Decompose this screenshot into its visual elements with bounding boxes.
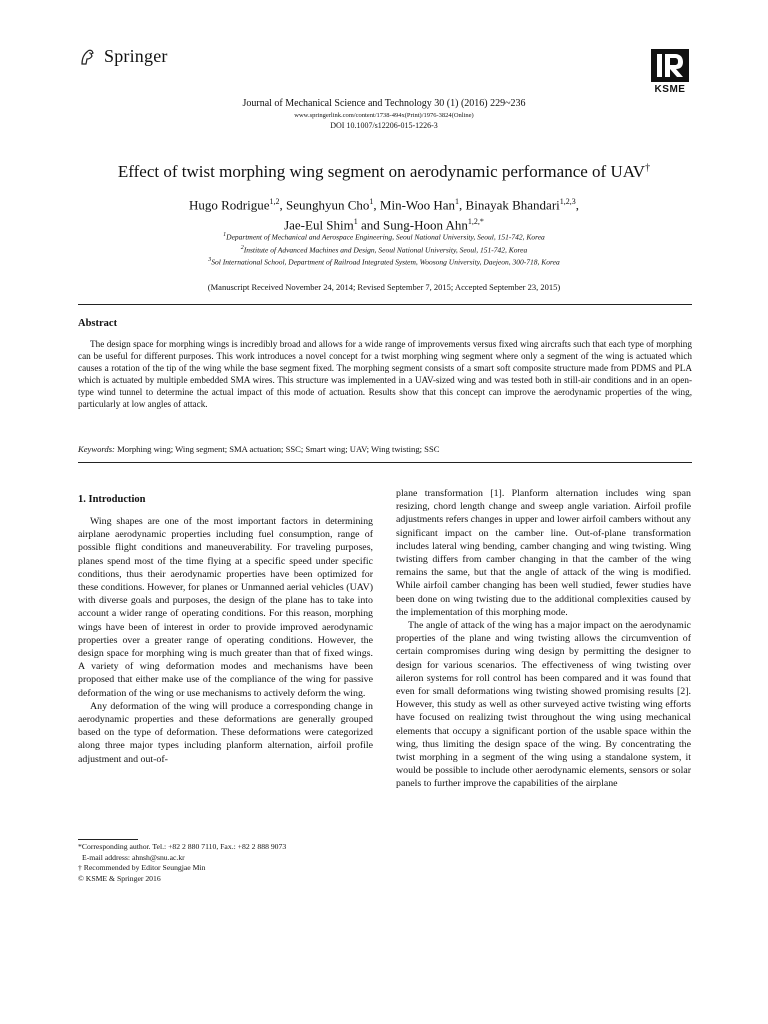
paper-title-text: Effect of twist morphing wing segment on aerodynamic performance of UAV: [117, 162, 646, 181]
author-separator: ,: [373, 197, 380, 213]
abstract-heading: Abstract: [78, 318, 118, 329]
affiliation-text: Institute of Advanced Machines and Design, Seoul National University, Seoul, 151-742, Korea: [243, 245, 528, 254]
affiliation-text: Department of Mechanical and Aerospace Engineering, Seoul National University, Seoul, 151-742, Korea: [226, 232, 545, 242]
author-name: Seunghyun Cho: [285, 197, 370, 213]
author-affiliation-mark: 1: [369, 197, 374, 206]
ksme-label: KSME: [654, 84, 686, 95]
ksme-emblem-icon: [651, 49, 689, 82]
author-separator: ,: [575, 197, 580, 213]
footnote-copyright: © KSME & Springer 2016: [78, 873, 161, 883]
affiliation: [0, 255, 768, 268]
affiliation-text: Sol International School, Department of Railroad Integrated System, Woosong University, Daejeon, 300-718, Korea: [211, 257, 560, 267]
author-affiliation-mark: 1: [353, 217, 358, 227]
publisher-name: Springer: [104, 46, 168, 66]
keywords: [78, 444, 692, 454]
affiliation-number: 1: [223, 232, 227, 238]
top-divider: [78, 304, 692, 305]
title-footnote-mark: †: [645, 162, 651, 174]
keywords-text: Morphing wing; Wing segment; SMA actuation; SSC; Smart wing; UAV; Wing twisting; SSC: [117, 444, 440, 454]
journal-citation: Journal of Mechanical Science and Technology 30 (1) (2016) 229~236: [242, 98, 526, 109]
affiliation: [0, 243, 768, 256]
abstract-text: The design space for morphing wings is incredibly broad and allows for a wide range of improvements versus fixed wing aircrafts such that each type of morphing can be useful for different purposes. This work introduces a novel concept for a twist morphing wing segment where only a segment of the wing is actuated which causes a rotation of the tip of the wing while the base segment fixed. The morphing segment consists of a smart soft composite structure made from PDMS and PLA which is actuated by multiple embedded SMA wires. This structure was implemented in a UAV-sized wing and was tested both in still-air conditions and in an open-type wind tunnel to determine the actual impact of this mode of actuation. Results show that this concept can improve the aerodynamic properties of the wing, particularly at low angles of attack.: [78, 339, 692, 409]
authors: [0, 193, 768, 234]
section-heading-introduction: 1. Introduction: [78, 494, 146, 505]
abstract-body: [78, 338, 692, 410]
footnote-divider: [78, 839, 138, 840]
affiliation: [0, 230, 768, 243]
body-paragraph: The angle of attack of the wing has a major impact on the aerodynamic properties of the plane and wing twisting allows the circumvention of certain compromises during wing design by permitting the designer to design for various scenarios. The effectiveness of wing twisting over aileron systems for roll control has been compared and it was found that even for small deformations wing twisting showed promising results [2]. However, this study as well as other surveyed active twisting wing efforts have focused on realizing twist throughout the wing using mechanical elements that occupy a significant portion of the usable space within the wing, thus limiting the design space of the wing. By concentrating the twist morphing in a segment of the wing using a standalone system, it would be possible to include other aerodynamic elements, sensors or solar panels to further improve the capabilities of the airplane: [396, 620, 691, 790]
journal-urls[interactable]: www.springerlink.com/content/1738-494x(Print)/1976-3824(Online): [294, 112, 474, 119]
author-affiliation-mark: 1,2,3: [559, 197, 576, 206]
body-paragraph: Any deformation of the wing will produce a corresponding change in aerodynamic properties and these deformations are generally grouped based on the type of deformation. These deformations were categorized along three major types including planform alternation, airfoil profile adjustment and out-of-: [78, 700, 373, 765]
affiliation-number: 3: [208, 257, 212, 263]
body-paragraph: plane transformation [1]. Planform alternation includes wing span resizing, chord length change and sweep angle variation. Airfoil profile adjustments refers changes in upper and lower airfoil cambers without any significant impact on the camber line. Out-of-plane transformation includes lateral wing bending, camber changing and wing twisting. Wing twisting differs from camber changing in that the camber of the wing remains the same, but that the angle of attack of the wing is modified. While airfoil camber changing has been well studied, fewer studies have been done on wing twisting due to the additional complexities caused by the implementation of this morphing mode.: [396, 488, 691, 618]
author-separator: ,: [459, 197, 466, 213]
affiliation-number: 2: [240, 244, 244, 251]
doi[interactable]: DOI 10.1007/s12206-015-1226-3: [330, 121, 438, 130]
springer-logo: [78, 46, 168, 67]
author-name: Hugo Rodrigue: [188, 197, 270, 213]
left-column: [78, 515, 373, 766]
affiliations: [0, 230, 768, 268]
footnote-email[interactable]: E-mail address: ahnsh@snu.ac.kr: [82, 852, 185, 862]
author-name: Min-Woo Han: [379, 197, 456, 213]
springer-horse-icon: [78, 47, 98, 67]
abstract-divider: [78, 462, 692, 463]
author-affiliation-mark: 1,2,*: [467, 217, 484, 227]
manuscript-dates: (Manuscript Received November 24, 2014; Revised September 7, 2015; Accepted September 23, 2015): [207, 282, 561, 292]
ksme-logo: [651, 49, 689, 95]
keywords-label: Keywords:: [78, 444, 115, 454]
author-separator: ,: [279, 197, 286, 213]
footnote-corresponding: *Corresponding author. Tel.: +82 2 880 7110, Fax.: +82 2 888 9073: [78, 842, 287, 851]
author-name: Jae-Eul Shim: [284, 217, 354, 233]
footnote-editor: † Recommended by Editor Seungjae Min: [78, 863, 206, 872]
author-affiliation-mark: 1: [455, 197, 460, 206]
author-affiliation-mark: 1,2: [269, 197, 280, 206]
body-paragraph: Wing shapes are one of the most important factors in determining airplane aerodynamic properties including fuel consumption, range of possible flight conditions and maneuverability. For traveling purposes, planes spend most of the time flying at a specific speed under specific conditions, thus their aerodynamic properties have been optimized for these conditions. However, for planes or Unmanned aerial vehicles (UAV) with diverse goals and purposes, the design of the plane has to take into account a wider range of operating conditions. For this reason, morphing wings have been of interest in order to provide improved aerodynamic properties over a greater range of operating conditions. However, the design space for morphing wing is much greater than that of fixed wings. A variety of wing deformation modes and mechanisms have been proposed that either make use of the compliance of the wing for passive deformation of the wing or use mechanisms to actively deform the wing.: [78, 516, 373, 699]
author-name: Sung-Hoon Ahn: [383, 217, 468, 233]
right-column: [396, 487, 691, 791]
authors-line-1: [0, 193, 768, 213]
paper-title: [0, 162, 768, 182]
footnotes: [78, 842, 286, 884]
author-separator: and: [357, 217, 384, 233]
author-name: Binayak Bhandari: [465, 197, 560, 213]
